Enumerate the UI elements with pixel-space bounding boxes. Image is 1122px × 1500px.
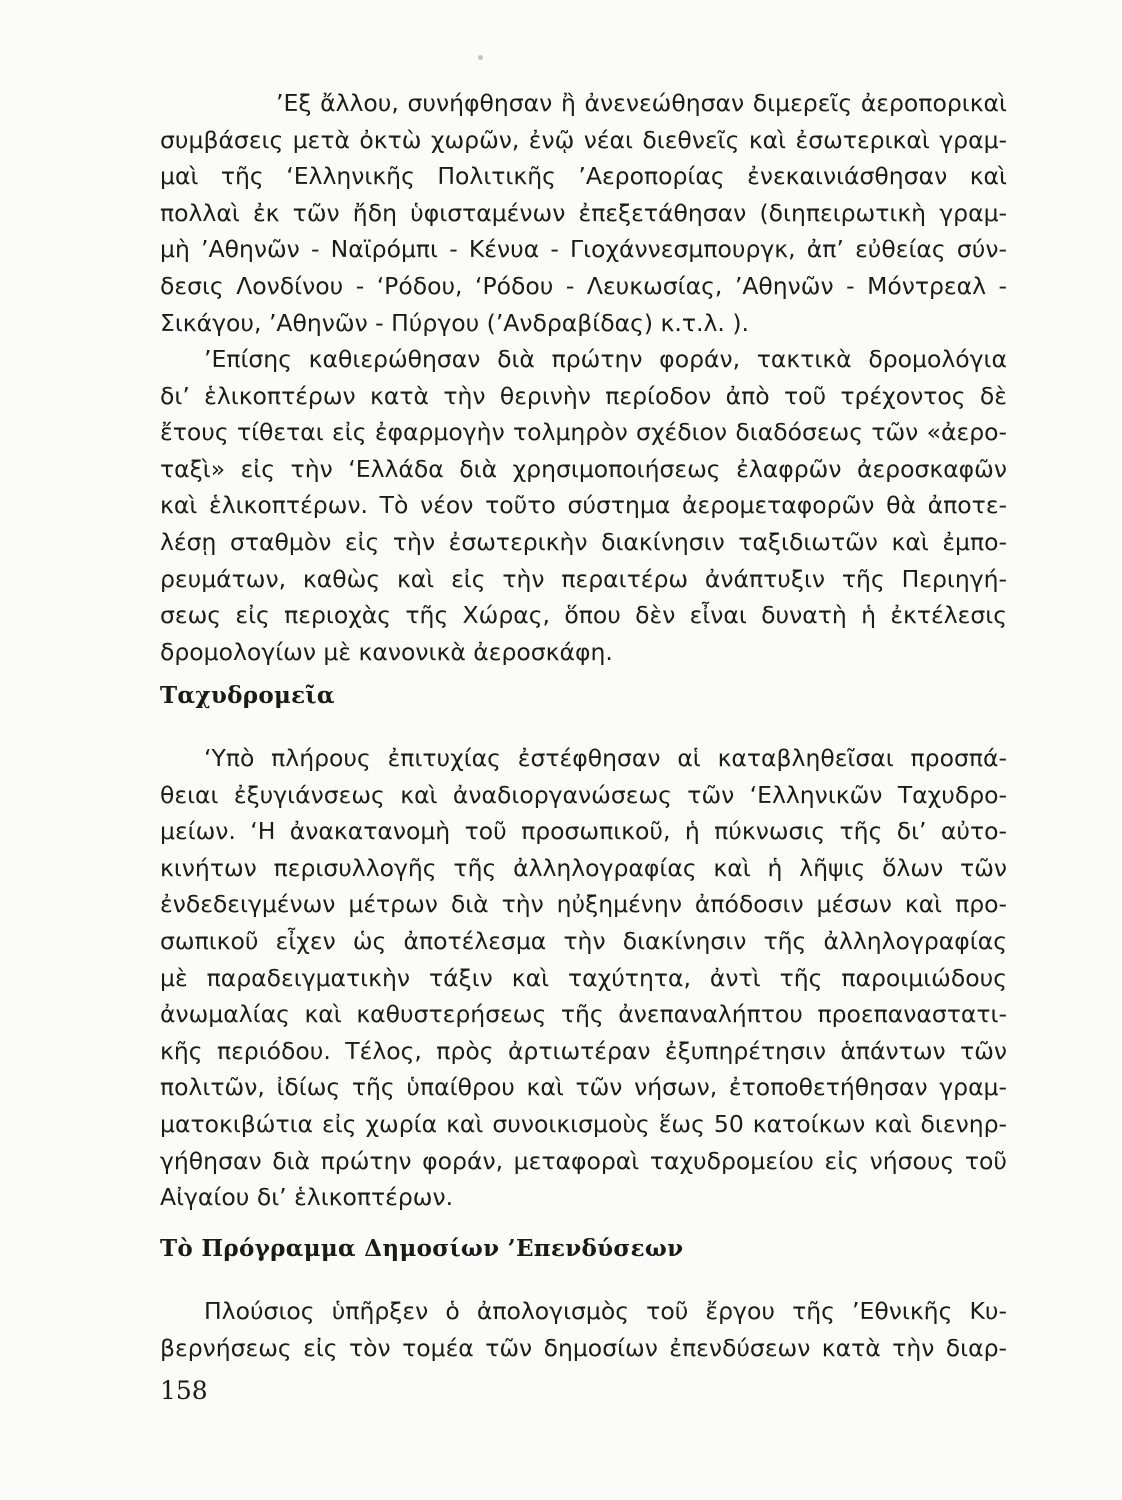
paragraph-post-offices xyxy=(160,740,1007,1216)
text-line: λέσῃ σταθμὸν εἰς τὴν ἐσωτερικὴν διακίνησιν ταξιδιωτῶν καὶ ἐμπο- xyxy=(160,527,1007,556)
text-line: ἀνωμαλίας καὶ καθυστερήσεως τῆς ἀνεπαναλήπτου προεπαναστατι- xyxy=(160,1000,1007,1029)
section-heading-post-offices: Ταχυδρομεῖα xyxy=(160,682,335,709)
text-line: Πλούσιος ὑπῆρξεν ὁ ἀπολογισμὸς τοῦ ἔργου τῆς ’Εθνικῆς Κυ- xyxy=(204,1297,1007,1325)
text-line: καὶ ἑλικοπτέρων. Τὸ νέον τοῦτο σύστημα ἀερομεταφορῶν θὰ ἀποτε- xyxy=(160,491,1007,520)
text-line: ’Επίσης καθιερώθησαν διὰ πρώτην φοράν, τακτικὰ δρομολόγια xyxy=(204,345,1007,373)
text-line: γήθησαν διὰ πρώτην φοράν, μεταφοραὶ ταχυδρομείου εἰς νήσους τοῦ xyxy=(160,1146,1007,1175)
text-line: κῆς περιόδου. Τέλος, πρὸς ἀρτιωτέραν ἐξυπηρέτησιν ἁπάντων τῶν xyxy=(160,1036,1007,1065)
paragraph-air-agreements xyxy=(160,85,1007,341)
text-line: δρομολογίων μὲ κανονικὰ ἀεροσκάφη. xyxy=(160,637,613,666)
text-line: μαὶ τῆς ‘Ελληνικῆς Πολιτικῆς ’Αεροπορίας ἐνεκαινιάσθησαν καὶ xyxy=(160,162,1007,191)
text-line: ‘Υπὸ πλήρους ἐπιτυχίας ἐστέφθησαν αἱ καταβληθεῖσαι προσπά- xyxy=(204,744,1007,772)
scan-speck xyxy=(478,55,483,60)
text-line: ρευμάτων, καθὼς καὶ εἰς τὴν περαιτέρω ἀνάπτυξιν τῆς Περιηγή- xyxy=(160,564,1007,593)
text-line: ’Εξ ἄλλου, συνήφθησαν ἢ ἀνενεώθησαν διμερεῖς ἀεροπορικαὶ xyxy=(276,89,1007,117)
text-line: ἐνδεδειγμένων μέτρων διὰ τὴν ηὐξημένην ἀπόδοσιν μέσων καὶ προ- xyxy=(160,890,1007,919)
text-line: δι’ ἑλικοπτέρων κατὰ τὴν θερινὴν περίοδον ἀπὸ τοῦ τρέχοντος δὲ xyxy=(160,381,1007,410)
text-line: μὲ παραδειγματικὴν τάξιν καὶ ταχύτητα, ἀντὶ τῆς παροιμιώδους xyxy=(160,963,1007,992)
page-number: 158 xyxy=(160,1376,208,1405)
text-line: ταξὶ» εἰς τὴν ‘Ελλάδα διὰ χρησιμοποιήσεως ἐλαφρῶν ἀεροσκαφῶν xyxy=(160,454,1007,483)
text-line: μὴ ’Αθηνῶν - Ναϊρόμπι - Κένυα - Γιοχάννεσμπουργκ, ἀπ’ εὐθείας σύν- xyxy=(160,235,1007,264)
text-line: μείων. ‘Η ἀνακατανομὴ τοῦ προσωπικοῦ, ἡ πύκνωσις τῆς δι’ αὐτο- xyxy=(160,817,1007,846)
paragraph-public-investments xyxy=(160,1293,1007,1366)
text-line: Αἰγαίου δι’ ἑλικοπτέρων. xyxy=(160,1183,454,1212)
text-line: ἔτους τίθεται εἰς ἐφαρμογὴν τολμηρὸν σχέδιον διαδόσεως τῶν «ἀερο- xyxy=(160,418,1007,447)
text-line: πολλαὶ ἐκ τῶν ἤδη ὑφισταμένων ἐπεξετάθησαν (διηπειρωτικὴ γραμ- xyxy=(160,198,1007,227)
text-line: πολιτῶν, ἰδίως τῆς ὑπαίθρου καὶ τῶν νήσων, ἐτοποθετήθησαν γραμ- xyxy=(160,1073,1007,1102)
text-line: σεως εἰς περιοχὰς τῆς Χώρας, ὅπου δὲν εἶναι δυνατὴ ἡ ἐκτέλεσις xyxy=(160,601,1007,630)
paragraph-helicopters xyxy=(160,341,1007,670)
text-line: θειαι ἐξυγιάνσεως καὶ ἀναδιοργανώσεως τῶν ‘Ελληνικῶν Ταχυδρο- xyxy=(160,780,1007,809)
text-line: δεσις Λονδίνου - ‘Ρόδου, ‘Ρόδου - Λευκωσίας, ’Αθηνῶν - Μόντρεαλ - xyxy=(160,271,1007,300)
text-line: Σικάγου, ’Αθηνῶν - Πύργου (’Ανδραβίδας) κ.τ.λ. ). xyxy=(160,308,749,337)
text-line: βερνήσεως εἰς τὸν τομέα τῶν δημοσίων ἐπενδύσεων κατὰ τὴν διαρ- xyxy=(160,1333,1007,1362)
text-line: κινήτων περισυλλογῆς τῆς ἀλληλογραφίας καὶ ἡ λῆψις ὅλων τῶν xyxy=(160,853,1007,882)
text-line: σωπικοῦ εἶχεν ὡς ἀποτέλεσμα τὴν διακίνησιν τῆς ἀλληλογραφίας xyxy=(160,926,1007,955)
text-line: ματοκιβώτια εἰς χωρία καὶ συνοικισμοὺς ἕως 50 κατοίκων καὶ διενηρ- xyxy=(160,1109,1007,1138)
text-line: συμβάσεις μετὰ ὀκτὼ χωρῶν, ἐνῷ νέαι διεθνεῖς καὶ ἐσωτερικαὶ γραμ- xyxy=(160,125,1007,154)
section-heading-public-investments: Τὸ Πρόγραμμα Δημοσίων ’Επενδύσεων xyxy=(160,1235,684,1262)
